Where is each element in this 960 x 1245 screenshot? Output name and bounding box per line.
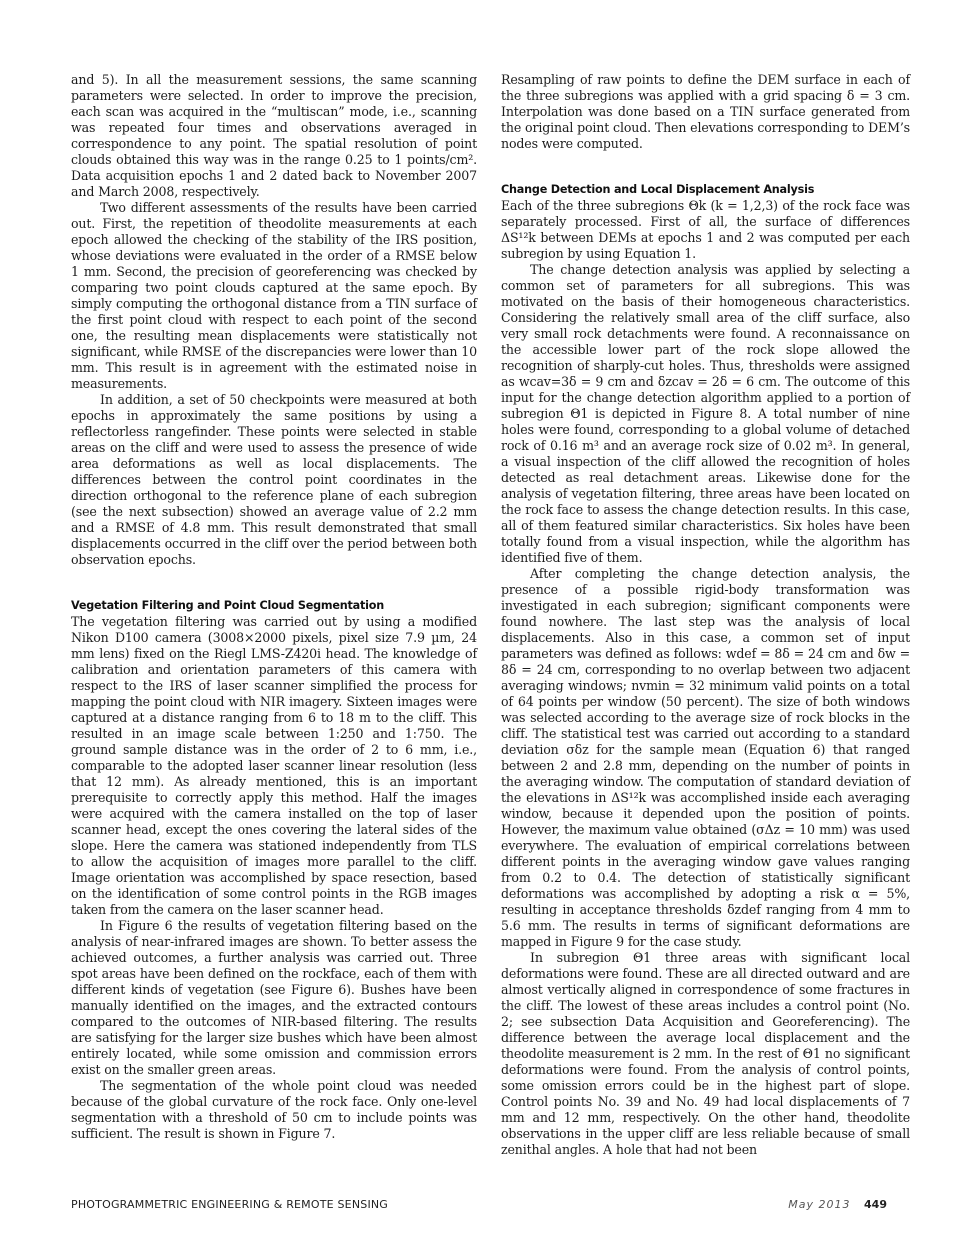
page-number: 449 [864,1198,887,1211]
left-paragraph-3: In addition, a set of 50 checkpoints were measured at both epochs in approximately the same positions by using a reflectorless rangefinder. These points were selected in stable areas on the cliff and were used to assess the presence of wide area deformations as well as local displacements. The differences between the control point coordinates in the direction orthogonal to the reference plane of each subregion (see the next subsection) showed an average value of 2.2 mm and a RMSE of 4.8 mm. This result demonstrated that small displacements occurred in the cliff over the period between both observation epochs. [71,392,477,567]
left-paragraph-2: Two different assessments of the results have been carried out. First, the repetition of theodolite measurements at each epoch allowed the checking of the stability of the IRS position, whose deviations were evaluated in the order of a RMSE below 1 mm. Second, the precision of georeferencing was checked by comparing two point clouds captured at the same epoch. By simply computing the orthogonal distance from a TIN surface of the first point cloud with respect to each point of the second one, the resulting mean displacements were statistically not significant, while RMSE of the discrepancies were lower than 10 mm. This result is in agreement with the estimated noise in measurements. [71,200,477,391]
footer-journal-name: PHOTOGRAMMETRIC ENGINEERING & REMOTE SENSING [71,1198,389,1211]
footer-date-page [788,1198,887,1211]
left-paragraph-1: and 5). In all the measurement sessions, the same scanning parameters were selected. In order to improve the precision, each scan was acquired in the “multiscan” mode, i.e., scanning was repeated four times and observations averaged in correspondence to any point. The spatial resolution of point clouds obtained this way was in the range 0.25 to 1 points/cm². Data acquisition epochs 1 and 2 dated back to November 2007 and March 2008, respectively. [71,72,477,199]
right-paragraph-2: Each of the three subregions Θk (k = 1,2,3) of the rock face was separately processed. First of all, the surface of differences ΔS¹²k between DEMs at epochs 1 and 2 was computed per each subregion by using Equation 1. [501,198,910,261]
right-column [501,72,910,1158]
section-spacer [71,568,477,598]
left-paragraph-4: The vegetation filtering was carried out by using a modified Nikon D100 camera (3008×2000 pixels, pixel size 7.9 µm, 24 mm lens) fixed on the Riegl LMS-Z420i head. The knowledge of calibration and orientation parameters of this camera with respect to the IRS of laser scanner simplified the process for mapping the point cloud with NIR imagery. Sixteen images were captured at a distance ranging from 6 to 18 m to the cliff. This resulted in an image scale between 1:250 and 1:750. The ground sample distance was in the order of 2 to 6 mm, i.e., comparable to the adopted laser scanner linear resolution (less that 12 mm). As already mentioned, this is an important prerequisite to correctly apply this method. Half the images were acquired with the camera installed on the top of laser scanner head, except the ones covering the lateral sides of the slope. Here the camera was stationed independently from TLS to allow the acquisition of images more parallel to the cliff. Image orientation was accomplished by space resection, based on the identification of some control points in the RGB images taken from the camera on the laser scanner head. [71,614,477,917]
right-paragraph-3: The change detection analysis was applied by selecting a common set of parameters for all subregions. This was motivated on the basis of their homogeneous characteristics. Considering the relatively small area of the cliff surface, also very small rock detachments were found. A reconnaissance on the accessible lower part of the rock slope allowed the recognition of sharply-cut holes. Thus, thresholds were assigned as wcav=3δ = 9 cm and δzcav = 2δ = 6 cm. The outcome of this input for the change detection algorithm applied to a portion of subregion Θ1 is depicted in Figure 8. A total number of nine holes were found, corresponding to a global volume of detached rock of 0.16 m³ and an average rock size of 0.02 m³. In general, a visual inspection of the cliff allowed the recognition of holes detected as real detachment areas. Likewise done for the analysis of vegetation filtering, three areas have been located on the rock face to assess the change detection results. In this case, all of them featured similar characteristics. Six holes have been totally found from a visual inspection, while the algorithm has identified five of them. [501,262,910,565]
section-heading-change-detection: Change Detection and Local Displacement Analysis [501,183,815,196]
right-paragraph-4: After completing the change detection analysis, the presence of a possible rigid-body transformation was investigated in each subregion; significant components were found nowhere. The last step was the analysis of local displacements. Also in this case, a common set of input parameters was defined as follows: wdef = 8δ = 24 cm and δw = 8δ = 24 cm, corresponding to no overlap between two adjacent averaging windows; nvmin = 32 minimum valid points on a total of 64 points per window (50 percent). The size of both windows was selected according to the average size of rock blocks in the cliff. The statistical test was carried out according to a standard deviation σδz for the sample mean (Equation 6) that ranged between 2 and 2.8 mm, depending on the number of points in the averaging window. The computation of standard deviation of the elevations in ΔS¹²k was accomplished inside each averaging window, because it depended upon the position of points. However, the maximum value obtained (σΔz = 10 mm) was used everywhere. The evaluation of empirical correlations between different points in the averaging window gave values ranging from 0.2 to 0.4. The detection of statistically significant deformations was accomplished by adopting a risk α = 5%, resulting in acceptance thresholds δzdef ranging from 4 mm to 5.6 mm. The results in terms of significant deformations are mapped in Figure 9 for the case study. [501,566,910,949]
footer-month: May 2013 [788,1198,851,1211]
left-paragraph-6: The segmentation of the whole point cloud was needed because of the global curvature of the rock face. Only one-level segmentation with a threshold of 50 cm to include points was sufficient. The result is shown in Figure 7. [71,1078,477,1141]
right-paragraph-1: Resampling of raw points to define the DEM surface in each of the three subregions was applied with a grid spacing δ = 3 cm. Interpolation was done based on a TIN surface generated from the original point cloud. Then elevations corresponding to DEM’s nodes were computed. [501,72,910,151]
section-heading-vegetation: Vegetation Filtering and Point Cloud Segmentation [71,599,385,612]
left-column [71,72,477,1142]
right-paragraph-5: In subregion Θ1 three areas with significant local deformations were found. These are all directed outward and are almost vertically aligned in correspondence of some fractures in the cliff. The lowest of these areas includes a control point (No. 2; see subsection Data Acquisition and Georeferencing). The difference between the average local displacement and the theodolite measurement is 2 mm. In the rest of Θ1 no significant deformations were found. From the analysis of control points, some omission errors could be in the highest part of slope. Control points No. 39 and No. 49 had local displacements of 7 mm and 12 mm, respectively. On the other hand, theodolite observations in the upper cliff are less reliable because of small zenithal angles. A hole that had not been [501,950,910,1157]
left-paragraph-5: In Figure 6 the results of vegetation filtering based on the analysis of near-infrared images are shown. To better assess the achieved outcomes, a further analysis was carried out. Three spot areas have been defined on the rockface, each of them with different kinds of vegetation (see Figure 6). Bushes have been manually identified on the images, and the extracted contours compared to the outcomes of NIR-based filtering. The results are satisfying for the larger size bushes which have been almost entirely located, while some omission and commission errors exist on the smaller green areas. [71,918,477,1077]
section-spacer [501,152,910,182]
